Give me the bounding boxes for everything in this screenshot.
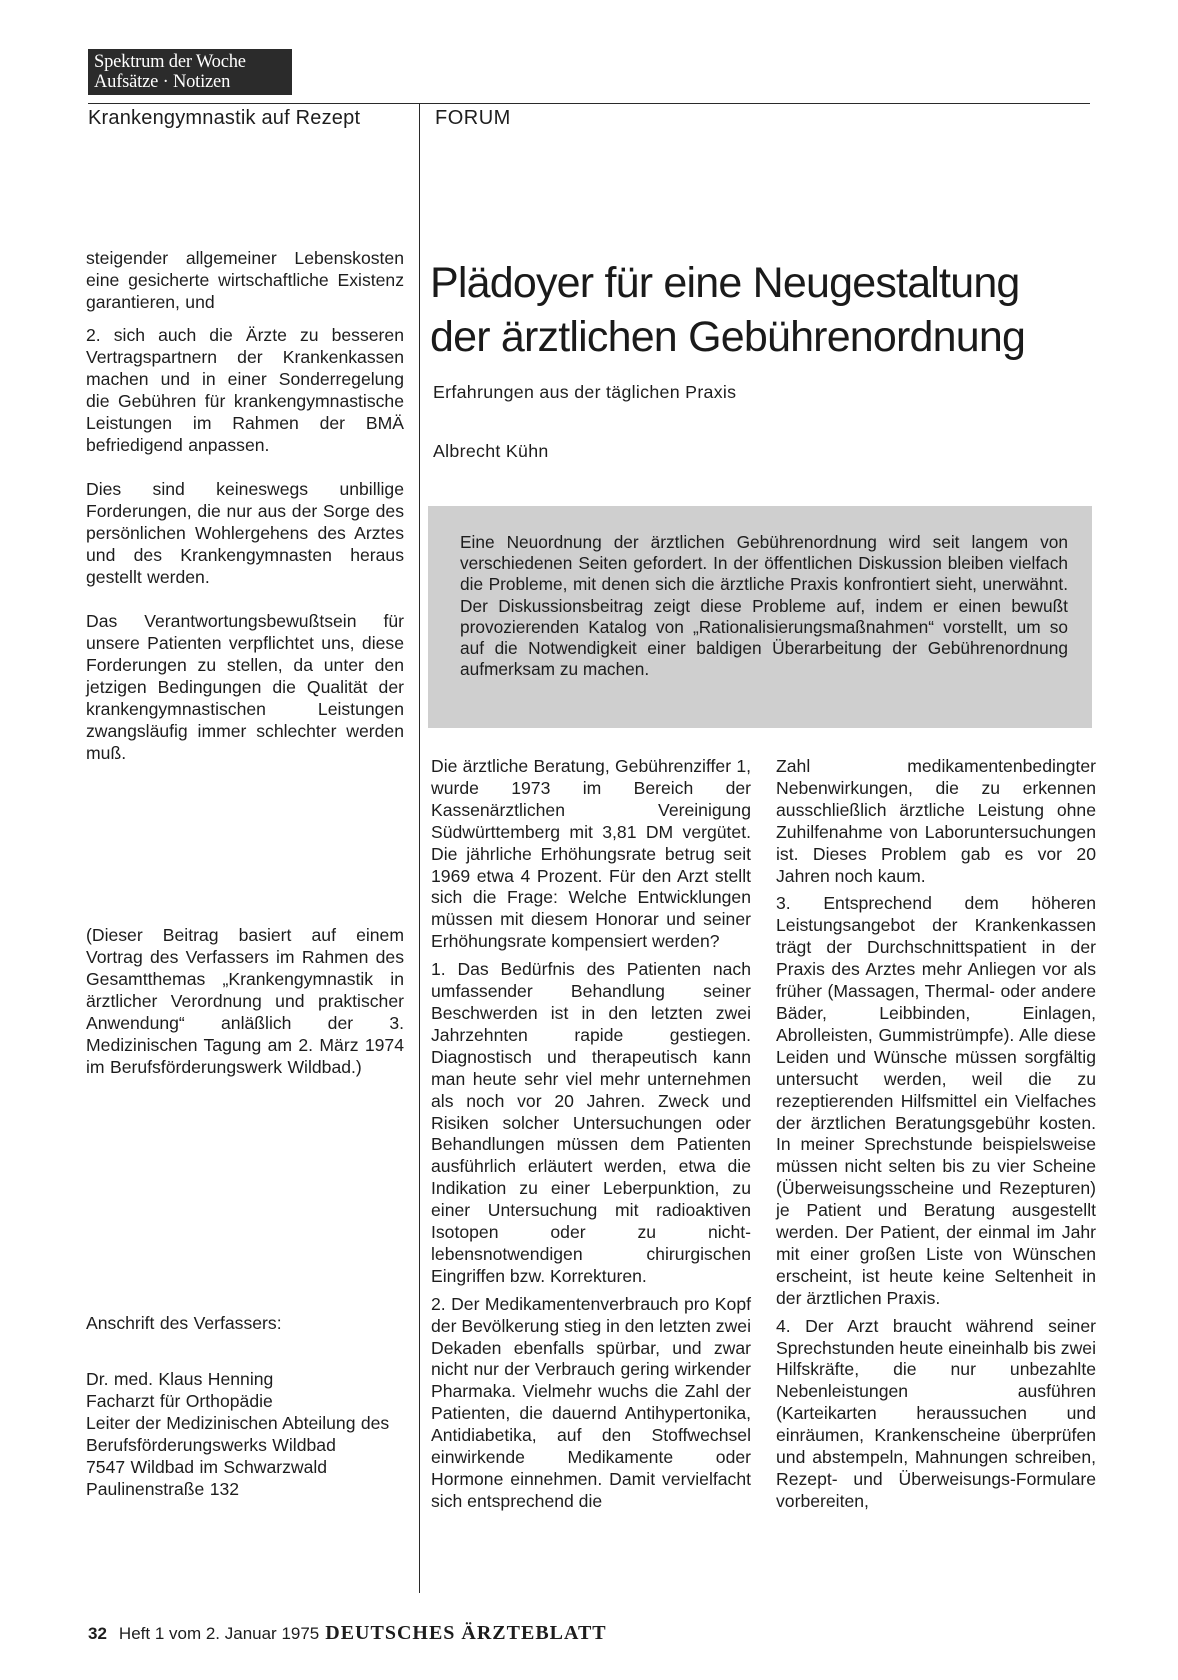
left-column-note: [86, 924, 404, 1078]
body-paragraph: 1. Das Bedürfnis des Patienten nach umfassender Behandlung seiner Beschwerden ist in den letzten zwei Jahrzehnten rapide gestiegen. Diagnostisch und therapeutisch kann man heute sehr viel mehr unternehmen als noch vor 20 Jahren. Zweck und Risiken solcher Untersuchungen oder Behandlungen müssen dem Patienten ausführlich erläutert werden, etwa die Indikation zu einer Leberpunktion, zu einer Untersuchung mit radioaktiven Isotopen oder zu nicht-lebensnotwendigen chirurgischen Eingriffen bzw. Korrekturen.: [431, 959, 751, 1286]
page-footer: [88, 1622, 607, 1645]
address-line: Dr. med. Klaus Henning: [86, 1369, 274, 1389]
body-column-middle: [431, 756, 751, 1519]
body-paragraph: 3. Entsprechend dem höheren Leistungsangebot der Krankenkassen trägt der Durchschnittspatient in der Praxis des Arztes mehr Anliegen vor als früher (Massagen, Thermal- oder andere Bäder, Leibbinden, Einlagen, Abrolleisten, Gummistrümpfe). Alle diese Leiden und Wünsche müssen sorgfältig untersucht werden, weil die zu rezeptierenden Hilfsmittel ein Vielfaches der ärztlichen Beratungsgebühr kosten. In meiner Sprechstunde beispielsweise müssen nicht selten bis zu vier Scheine (Überweisungsscheine und Rezepturen) je Patient und Beratung ausgestellt werden. Der Patient, der einmal im Jahr mit einer großen Liste von Wünschen erscheint, ist heute keine Seltenheit in der ärztlichen Praxis.: [776, 893, 1096, 1308]
article-author: Albrecht Kühn: [433, 441, 549, 461]
masthead-line1: Spektrum der Woche: [94, 52, 246, 72]
masthead-line2: Aufsätze · Notizen: [94, 72, 231, 92]
address-line: Facharzt für Orthopädie: [86, 1391, 273, 1411]
left-paragraph: Das Verantwortungsbewußtsein für unsere Patienten verpflichtet uns, diese Forderungen zu stellen, da unter den jetzigen Bedingungen die Qualität der krankengymnastischen Leistungen zwangsläufig immer schlechter werden muß.: [86, 611, 404, 763]
journal-name: DEUTSCHES ÄRZTEBLATT: [325, 1622, 607, 1644]
address-line: 7547 Wildbad im Schwarzwald: [86, 1457, 328, 1477]
address-label: Anschrift des Verfassers:: [86, 1313, 282, 1333]
section-label-left: Krankengymnastik auf Rezept: [88, 107, 361, 129]
left-paragraph: steigender allgemeiner Lebenskosten eine gesicherte wirtschaftliche Existenz garantieren, und: [86, 248, 404, 312]
title-line: Plädoyer für eine Neugestaltung: [430, 259, 1020, 307]
address-line: Paulinenstraße 132: [86, 1479, 240, 1499]
body-paragraph: Zahl medikamentenbedingter Nebenwirkungen, die zu erkennen ausschließlich ärztliche Leistung ohne Zuhilfenahme von Laboruntersuchungen ist. Dieses Problem gab es vor 20 Jahren noch kaum.: [776, 756, 1096, 886]
left-paragraph: Dies sind keineswegs unbillige Forderungen, die nur aus der Sorge des persönlichen Wohlergehens des Arztes und des Krankengymnasten heraus gestellt werden.: [86, 479, 404, 587]
top-rule: [88, 103, 1090, 104]
masthead: [88, 49, 292, 95]
body-paragraph: 4. Der Arzt braucht während seiner Sprechstunden heute eineinhalb bis zwei Hilfskräfte, die nur unbezahlte Nebenleistungen ausführen (Karteikarten heraussuchen und einräumen, Krankenscheine überprüfen und abstempeln, Mahnungen schreiben, Rezept- und Überweisungs-Formulare vorbereiten,: [776, 1315, 1096, 1511]
body-paragraph: 2. Der Medikamentenverbrauch pro Kopf der Bevölkerung stieg in den letzten zwei Dekaden ebenfalls spürbar, und zwar nicht nur der Verbrauch gering wirkender Pharmaka. Vielmehr wuchs die Zahl der Patienten, die dauernd Antihypertonika, Antidiabetika, auf den Stoffwechsel einwirkende Medikamente oder Hormone einnehmen. Damit vervielfacht sich entsprechend die: [431, 1293, 751, 1511]
article-title: [430, 256, 1090, 364]
issue-info: Heft 1 vom 2. Januar 1975: [118, 1624, 320, 1643]
article-subtitle: Erfahrungen aus der täglichen Praxis: [433, 382, 737, 402]
title-line: der ärztlichen Gebührenordnung: [430, 313, 1026, 361]
body-column-right: [776, 756, 1096, 1519]
abstract-text: Eine Neuordnung der ärztlichen Gebührenordnung wird seit langem von verschiedenen Seiten gefordert. In der öffentlichen Diskussion bleiben vielfach die Probleme, mit denen sich die ärztliche Praxis konfrontiert sieht, unerwähnt. Der Diskussionsbeitrag zeigt diese Probleme auf, indem er einen bewußt provozierenden Katalog von „Rationalisierungsmaßnahmen“ vorstellt, um so auf die Notwendigkeit einer baldigen Überarbeitung der Gebührenordnung aufmerksam zu machen.: [460, 532, 1068, 680]
left-column-top: [86, 247, 404, 764]
page-number: 32: [88, 1624, 107, 1643]
body-paragraph: Die ärztliche Beratung, Gebührenziffer 1, wurde 1973 im Bereich der Kassenärztlichen Vereinigung Südwürttemberg mit 3,81 DM vergütet. Die jährliche Erhöhungsrate betrug seit 1969 etwa 4 Prozent. Für den Arzt stellt sich die Frage: Welche Entwicklungen müssen mit diesem Honorar und seiner Erhöhungsrate kompensiert werden?: [431, 756, 751, 952]
section-label-forum: FORUM: [435, 107, 511, 129]
column-divider: [419, 103, 420, 1593]
address-line: Leiter der Medizinischen Abteilung des Berufsförderungswerks Wildbad: [86, 1413, 390, 1455]
author-address: [86, 1312, 404, 1500]
author-note: (Dieser Beitrag basiert auf einem Vortrag des Verfassers im Rahmen des Gesamtthemas „Krankengymnastik in ärztlicher Verordnung und praktischer Anwendung“ anläßlich der 3. Medizinischen Tagung am 2. März 1974 im Berufsförderungswerk Wildbad.): [86, 925, 404, 1077]
left-paragraph: 2. sich auch die Ärzte zu besseren Vertragspartnern der Krankenkassen machen und in einer Sonderregelung die Gebühren für krankengymnastische Leistungen im Rahmen der BMÄ befriedigend anpassen.: [86, 325, 404, 455]
